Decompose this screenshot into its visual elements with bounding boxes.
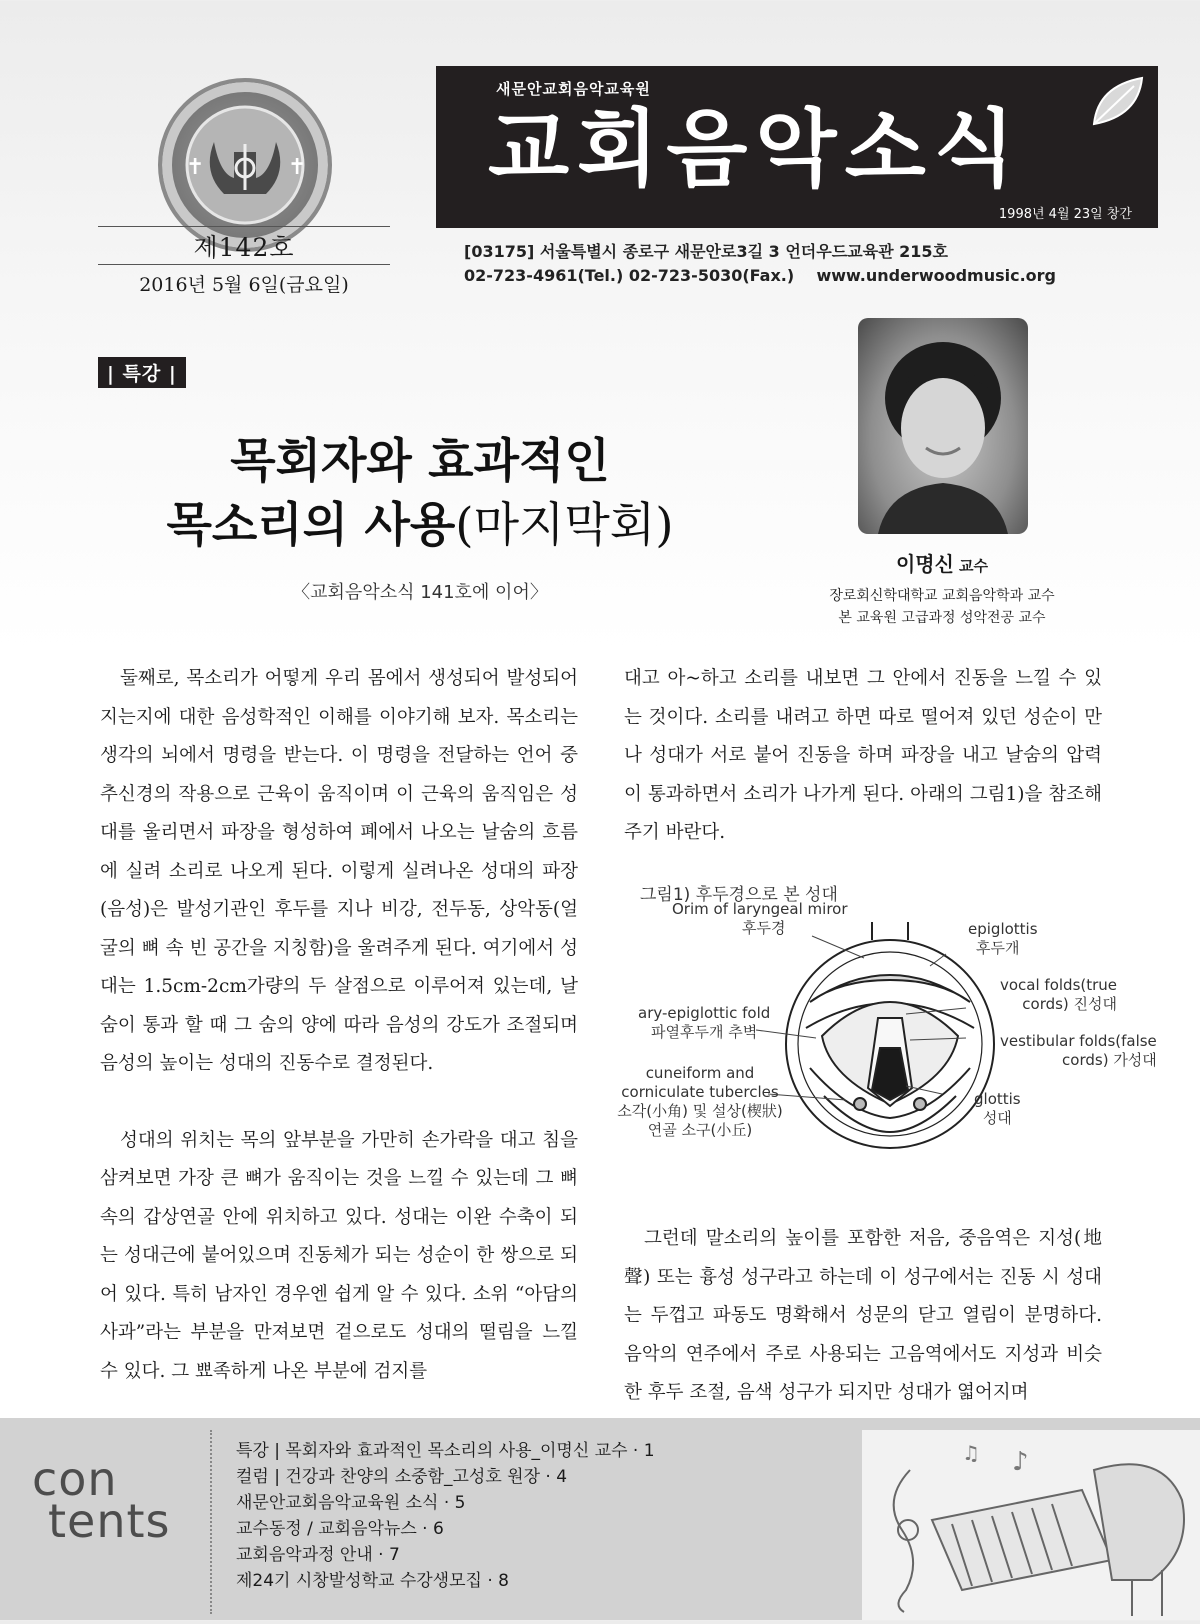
lyre-icon	[162, 82, 328, 248]
paragraph-4: 그런데 말소리의 높이를 포함한 저음, 중음역은 지성(地聲) 또는 흉성 성구라고 하는데 이 성구에서는 진동 시 성대는 두껍고 파동도 명확해서 성문의 닫고 열림이 분명하다. 음악의 연주에서 주로 사용되는 고음역에서도 지성과 비슷한 후두 조절, 음색 성구가 되지만 성대가 엷어지며	[624, 1228, 1102, 1403]
contents-item: 새문안교회음악교육원 소식 · 5	[236, 1493, 466, 1513]
author-title: 교수	[959, 557, 989, 575]
label-cun-ko1: 소각(小角) 및 설상(楔狀)	[617, 1102, 783, 1120]
contents-item: 교회음악과정 안내 · 7	[236, 1545, 400, 1565]
contents-label-1: con	[32, 1452, 118, 1506]
issue-rule-bottom	[98, 264, 390, 265]
article-title	[120, 430, 720, 558]
address-line: [03175] 서울특별시 종로구 새문안로3길 3 언더우드교육관 215호	[464, 242, 948, 261]
masthead	[436, 66, 1158, 228]
author-affiliation	[790, 585, 1094, 629]
continued-note: 〈교회음악소식 141호에 이어〉	[292, 582, 548, 603]
author-affiliation-1: 장로회신학대학교 교회음악학과 교수	[829, 588, 1055, 604]
label-ary	[638, 1004, 770, 1042]
column-right-top	[624, 660, 1102, 853]
label-mirror-ko: 후두경	[742, 919, 786, 937]
label-epiglottis	[968, 920, 1038, 958]
larynx-figure	[610, 900, 1170, 1198]
label-glottis-en: glottis	[974, 1090, 1021, 1108]
svg-text:✝: ✝	[186, 155, 205, 180]
address-block	[464, 240, 1056, 288]
label-cun-ko2: 연골 소구(小丘)	[647, 1121, 753, 1139]
label-vocal-en: vocal folds(true	[1000, 976, 1118, 994]
label-ary-en: ary-epiglottic fold	[638, 1004, 771, 1022]
author-photo	[858, 318, 1028, 534]
author-block	[790, 548, 1094, 629]
figure-caption: 그림1) 후두경으로 본 성대	[640, 885, 838, 905]
contents-item: 특강 | 목회자와 효과적인 목소리의 사용_이명신 교수 · 1	[236, 1441, 655, 1461]
title-suffix: (마지막회)	[455, 498, 674, 553]
label-glottis-ko: 성대	[982, 1109, 1012, 1127]
column-left	[100, 660, 578, 1391]
leaf-icon	[1084, 72, 1148, 132]
issue-date: 2016년 5월 6일(금요일)	[139, 274, 349, 296]
title-line-2	[120, 494, 720, 558]
label-vest-en: vestibular folds(false	[1000, 1032, 1157, 1050]
author-name: 이명신	[895, 552, 954, 576]
author-affiliation-2: 본 교육원 고급과정 성악전공 교수	[838, 610, 1046, 626]
contents-item: 교수동정 / 교회음악뉴스 · 6	[236, 1519, 444, 1539]
svg-text:♪: ♪	[1012, 1447, 1029, 1477]
label-cuneiform	[610, 1064, 790, 1140]
label-vest-ko: cords) 가성대	[1062, 1051, 1157, 1069]
title-line-1: 목회자와 효과적인	[230, 434, 610, 489]
contents-label-2: tents	[48, 1494, 171, 1548]
label-cun-en2: corniculate tubercles	[621, 1083, 779, 1101]
contents-box	[0, 1418, 1200, 1620]
label-vocal-ko: cords) 진성대	[1022, 995, 1118, 1013]
label-vocal	[1000, 976, 1117, 1014]
paragraph-2: 성대의 위치는 목의 앞부분을 가만히 손가락을 대고 침을 삼켜보면 가장 큰 뼈가 움직이는 것을 느낄 수 있는데 그 뼈 속의 갑상연골 안에 위치하고 있다. 성대는 이완 수축이 되는 성대근에 붙어있으며 진동체가 되는 성순이 한 쌍으로 되어 있다. 특히 남자인 경우엔 쉽게 알 수 있다. 소위 “아담의 사과”라는 부분을 만져보면 겉으로도 성대의 떨림을 느낄 수 있다. 그 뾰족하게 나온 부분에 검지를	[100, 1129, 578, 1382]
label-ary-ko: 파열후두개 추벽	[651, 1023, 758, 1041]
paragraph-1: 둘째로, 목소리가 어떻게 우리 몸에서 생성되어 발성되어지는지에 대한 음성학적인 이해를 이야기해 보자. 목소리는 생각의 뇌에서 명령을 받는다. 이 명령을 전달하는 언어 중추신경의 작용으로 근육이 움직이며 이 근육의 움직임은 성대를 울리면서 파장을 형성하여 폐에서 나오는 날숨의 흐름에 실려 소리로 나오게 된다. 이렇게 실려나온 성대의 파장(음성)은 발성기관인 후두를 지나 비강, 전두동, 상악동(얼굴의 뼈 속 빈 공간을 지칭함)을 울려주게 된다. 여기에서 성대는 1.5cm-2cm가량의 두 살점으로 이루어져 있는데, 날 숨이 통과 할 때 그 숨의 양에 따라 음성의 강도가 조절되며 음성의 높이는 성대의 진동수로 결정된다.	[100, 668, 578, 1074]
title-line-2-main: 목소리의 사용	[166, 498, 456, 553]
masthead-title: 교회음악소식	[488, 100, 1023, 198]
svg-text:✝: ✝	[288, 155, 307, 180]
contents-label	[32, 1452, 171, 1548]
masthead-org: 새문안교회음악교육원	[496, 80, 651, 98]
contact-line: 02-723-4961(Tel.) 02-723-5030(Fax.) www.underwoodmusic.org	[464, 266, 1057, 285]
piano-illustration	[862, 1430, 1200, 1620]
column-right-bottom	[624, 1220, 1102, 1413]
piano-icon	[862, 1430, 1200, 1620]
contents-list	[236, 1438, 655, 1594]
paragraph-3: 대고 아~하고 소리를 내보면 그 안에서 진동을 느낄 수 있는 것이다. 소리를 내려고 하면 따로 떨어져 있던 성순이 만나 성대가 서로 붙어 진동을 하며 파장을 내고 날숨의 압력이 통과하면서 소리가 나가게 된다. 아래의 그림1)을 참조해 주기 바란다.	[624, 668, 1102, 843]
portrait-image	[858, 318, 1028, 534]
label-epiglottis-en: epiglottis	[968, 920, 1038, 938]
svg-text:♫: ♫	[962, 1441, 980, 1465]
contents-divider	[210, 1430, 212, 1614]
label-mirror-en: Orim of laryngeal miror	[672, 900, 848, 918]
label-glottis	[974, 1090, 1021, 1128]
contents-item: 제24기 시창발성학교 수강생모집 · 8	[236, 1571, 509, 1591]
label-cun-en1: cuneiform and	[645, 1064, 755, 1082]
masthead-since: 1998년 4월 23일 창간	[998, 207, 1132, 222]
label-mirror	[672, 900, 848, 938]
contents-item: 컬럼 | 건강과 찬양의 소중함_고성호 원장 · 4	[236, 1467, 568, 1487]
label-vestibular	[1000, 1032, 1157, 1070]
issue-number: 제142호	[193, 233, 295, 262]
label-epiglottis-ko: 후두개	[976, 939, 1020, 957]
section-tag: | 특강 |	[98, 357, 186, 388]
issue-rule-top	[98, 226, 390, 227]
